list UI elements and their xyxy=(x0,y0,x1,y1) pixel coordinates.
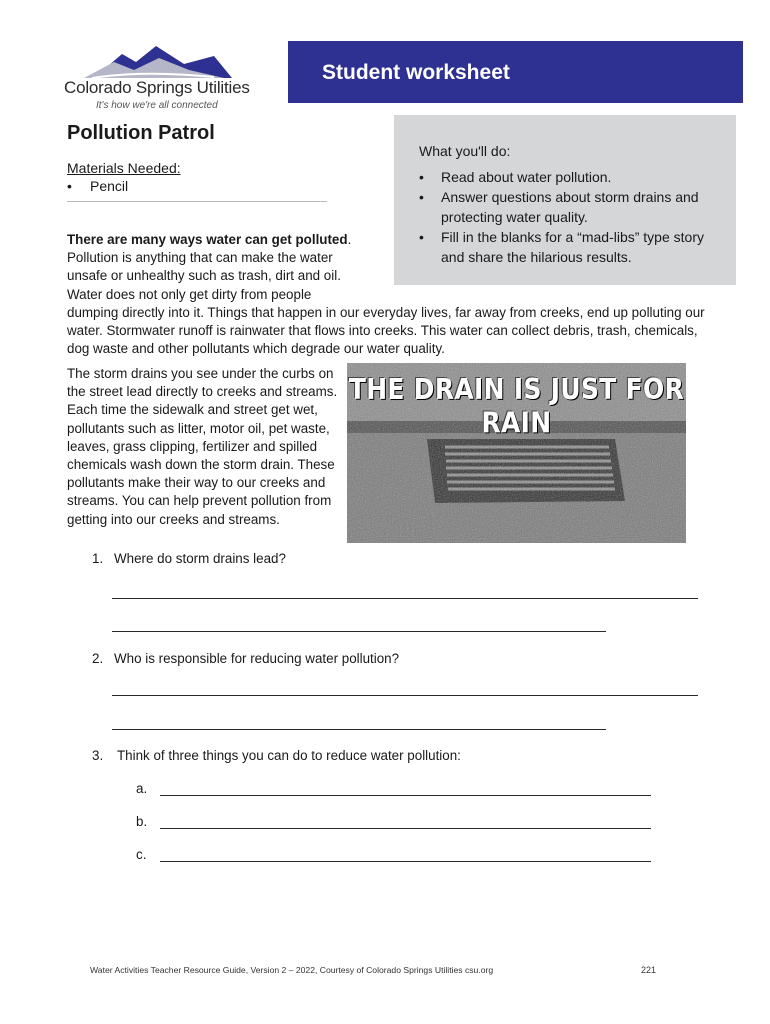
sub-answer-label: b. xyxy=(136,814,148,829)
header-title: Student worksheet xyxy=(322,61,510,84)
sub-answer-label: c. xyxy=(136,847,147,862)
question-2 xyxy=(92,651,399,666)
worksheet-title: Pollution Patrol xyxy=(67,122,215,144)
question-1 xyxy=(92,551,286,566)
storm-drain-paragraph: The storm drains you see under the curbs on the street lead directly to creeks and streams. Each time the sidewalk and street get wet, pollutants such as litter, motor oil, pet waste, leaves, grass clipping, fertilizer and spilled chemicals wash down the storm drain. These pollutants make their way to our creeks and streams. You can help prevent pollution from getting into our creeks and streams. xyxy=(67,366,338,527)
answer-line[interactable] xyxy=(160,861,651,862)
question-number: 3. xyxy=(92,748,104,763)
panel-heading: What you'll do: xyxy=(419,143,511,159)
task-item: • Fill in the blanks for a “mad-libs” type story and share the hilarious results. xyxy=(416,227,716,267)
company-logo xyxy=(64,40,250,112)
intro-lead-end: . xyxy=(347,232,352,247)
storm-drain-image xyxy=(347,363,686,543)
mountain-logo-icon xyxy=(64,40,234,80)
materials-item: • Pencil xyxy=(67,178,129,194)
question-text: Who is responsible for reducing water pollution? xyxy=(114,651,400,666)
brand-tagline: It's how we're all connected xyxy=(96,100,218,111)
answer-line[interactable] xyxy=(112,729,606,730)
sub-answer-label: a. xyxy=(136,781,148,796)
answer-line[interactable] xyxy=(160,795,651,796)
question-text: Think of three things you can do to reduce water pollution: xyxy=(117,748,461,763)
materials-item-label: Pencil xyxy=(90,178,129,194)
materials-heading: Materials Needed: xyxy=(67,160,181,176)
question-3 xyxy=(92,748,461,763)
answer-line[interactable] xyxy=(112,598,698,599)
intro-lead: There are many ways water can get polluted xyxy=(67,232,348,247)
intro-paragraph xyxy=(67,231,707,358)
question-text: Where do storm drains lead? xyxy=(114,551,286,566)
answer-line[interactable] xyxy=(112,695,698,696)
footer-text: Water Activities Teacher Resource Guide, Version 2 – 2022, Courtesy of Colorado Springs Utilities csu.org xyxy=(90,965,494,975)
question-number: 2. xyxy=(92,651,104,666)
divider xyxy=(67,201,327,202)
answer-line[interactable] xyxy=(160,828,651,829)
question-number: 1. xyxy=(92,551,104,566)
brand-name: Colorado Springs Utilities xyxy=(64,78,250,97)
answer-line[interactable] xyxy=(112,631,606,632)
task-item: • Read about water pollution. xyxy=(416,167,716,187)
drain-caption: THE DRAIN IS JUST FOR RAIN xyxy=(348,372,685,440)
intro-body: Pollution is anything that can make the water unsafe or unhealthy such as trash, dirt and oil. Water does not only get dirty from people dumping directly into it. Things that happen in our everyday lives, far away from creeks, end up polluting our water. Stormwater runoff is rainwater that flows into creeks. This water can collect debris, trash, chemicals, dog waste and other pollutants which degrade our water quality. xyxy=(67,250,705,357)
task-item: • Answer questions about storm drains and protecting water quality. xyxy=(416,187,716,227)
header-band xyxy=(288,41,743,103)
page-number: 221 xyxy=(641,965,657,975)
